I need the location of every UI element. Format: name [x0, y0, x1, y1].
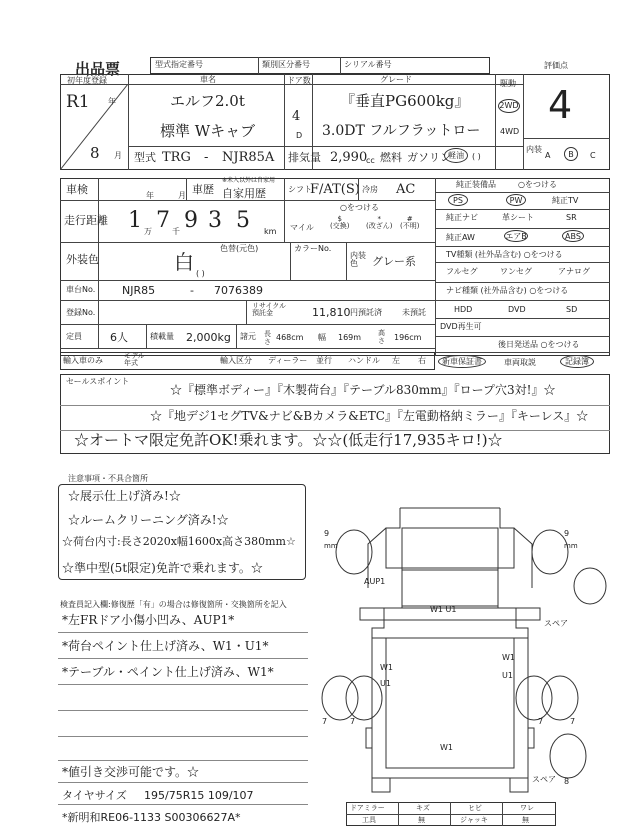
recycle-not: 未預託	[402, 308, 426, 317]
tv-fullseg: フルセグ	[446, 267, 478, 276]
fuel-paren: ( )	[472, 152, 481, 161]
tt-jack-val: 無	[522, 816, 529, 824]
mark-w1u1: W1 U1	[430, 605, 457, 614]
doc-manual: 車両取説	[504, 358, 536, 367]
history-note: ※未入以外は自家用	[222, 177, 276, 184]
reg-era: R1	[66, 92, 90, 112]
tt-tools: 工具	[362, 816, 376, 824]
mark-u1-left: U1	[380, 679, 391, 688]
equip-pw: PW	[506, 194, 526, 206]
capacity-value: 6人	[110, 331, 128, 344]
tire-rl1-depth: 7	[322, 717, 328, 726]
tire-fl-depth: 9	[324, 529, 330, 538]
mileage-unit-sen: 千	[172, 227, 180, 236]
reg-label: 初年度登録	[67, 76, 107, 85]
tt-tools-val: 無	[418, 816, 425, 824]
equip-abs: ABS	[562, 230, 584, 242]
spare-depth: 8	[564, 777, 570, 786]
equip-sr: SR	[566, 213, 577, 222]
navi-type-label: ナビ種類 (社外品含む) ○をつける	[446, 286, 569, 295]
tt-mirror: ドアミラー	[350, 804, 385, 812]
spare-label-2: スペア	[532, 775, 556, 784]
hgt-label: 高さ	[378, 329, 385, 345]
color-value: 白	[174, 250, 194, 274]
inspect-6: *値引き交渉可能です。☆	[62, 765, 200, 779]
inspect-2: *荷台ペイント仕上げ済み、W1・U1*	[62, 639, 269, 653]
model-dash: -	[204, 150, 209, 165]
footer-note: *新明和RE06-1133 S00306627A*	[62, 811, 241, 824]
car-name: エルフ2.0t	[170, 92, 245, 110]
interior-b: B	[564, 147, 578, 161]
equip-airbag: エアB	[505, 232, 527, 241]
mileage-circle-note: ○をつける	[340, 203, 379, 212]
mileage-unit-man: 万	[144, 227, 152, 236]
color-paren: ( )	[196, 269, 205, 278]
note-1: ☆展示仕上げ済み!☆	[68, 489, 181, 503]
drive-label: 駆動	[500, 79, 516, 88]
score: 4	[548, 83, 573, 127]
inspect-1: *左FRドア小傷小凹み、AUP1*	[62, 613, 235, 627]
sales-label: セールスポイント	[66, 377, 130, 386]
tire-rr2-depth: 7	[570, 717, 576, 726]
history-value: 自家用歴	[222, 187, 266, 200]
tv-oneseg: ワンセグ	[500, 267, 532, 276]
vehicle-diagram	[320, 488, 620, 798]
mark-w1-left: W1	[380, 663, 393, 672]
history-label: 車歴	[192, 183, 214, 196]
reg-diagonal	[60, 84, 128, 170]
fuel-value: ガソリン	[407, 151, 451, 164]
import-label: 輸入車のみ	[63, 356, 103, 365]
navi-dvd: DVD	[508, 305, 526, 314]
disp-label: 排気量	[288, 151, 321, 164]
reg-year-unit: 年	[108, 97, 116, 106]
reg-month: 8	[90, 144, 100, 162]
wid-label: 幅	[318, 333, 326, 342]
disp-unit: cc	[366, 156, 375, 165]
tire-fr-depth: 9	[564, 529, 570, 538]
mileage-d2: 7	[156, 208, 170, 233]
doc-warranty: 新車保証書	[438, 355, 486, 368]
doc-record: 記録簿	[560, 355, 594, 368]
interior-c: C	[590, 151, 596, 160]
mileage-swap: $ (交換)	[330, 215, 350, 230]
len-label: 長さ	[264, 330, 271, 346]
trans-value: F/AT(S)	[310, 182, 360, 197]
doc-title: 出品票	[75, 60, 121, 78]
fuel-label: 燃料	[380, 151, 402, 164]
interior-label: 内装	[526, 145, 542, 154]
notes-label: 注意事項・不具合箇所	[68, 474, 148, 483]
inspection-month: 月	[178, 191, 186, 200]
mark-w1-right: W1	[502, 653, 515, 662]
mileage-km: km	[264, 227, 277, 236]
mark-w1-rear: W1	[440, 743, 453, 752]
model-label: 型式	[134, 151, 156, 164]
color-label: 外装色	[66, 253, 99, 266]
reg-month-unit: 月	[114, 151, 122, 160]
import-right: 右	[418, 356, 426, 365]
note-2: ☆ルームクリーニング済み!☆	[68, 513, 229, 527]
drive-2wd: 2WD	[498, 99, 520, 113]
fuel-diesel: 軽油	[444, 148, 468, 163]
import-parallel: 並行	[316, 356, 332, 365]
inspect-3: *テーブル・ペイント仕上げ済み、W1*	[62, 665, 274, 679]
dvd-play-label: DVD再生可	[440, 322, 482, 331]
note-4: ☆準中型(5t限定)免許で乗れます。☆	[62, 561, 263, 575]
docs-label: 後日発送品 ○をつける	[498, 340, 580, 349]
wid-value: 169m	[338, 333, 362, 342]
tire-size-value: 195/75R15 109/107	[144, 789, 254, 802]
mileage-tamper: * (改ざん)	[366, 215, 393, 230]
model-year-label: モデル 年式	[124, 352, 145, 367]
car-name-label: 車名	[200, 75, 216, 84]
tire-size-label: タイヤサイズ	[62, 789, 127, 802]
tire-fl-mm: mm	[324, 542, 338, 550]
color-code-label: カラーNo.	[294, 244, 332, 253]
spare-label-1: スペア	[544, 619, 568, 628]
sales-line2: ☆『地デジ1セグTV&ナビ&Bカメラ&ETC』『左電動格納ミラー』『キーレス』☆	[150, 409, 589, 423]
chassis-value1: NJR85	[122, 284, 156, 297]
load-label: 積載量	[150, 332, 174, 341]
navi-hdd: HDD	[454, 305, 473, 314]
load-value: 2,000kg	[186, 331, 231, 344]
import-type-label: 輸入区分	[220, 356, 252, 365]
chassis-dash: -	[190, 284, 194, 297]
equip-tv: 純正TV	[552, 196, 579, 205]
regno-label: 登録No.	[66, 308, 96, 317]
mileage-d1: 1	[128, 208, 142, 233]
navi-sd: SD	[566, 305, 578, 314]
mark-u1-right: U1	[502, 671, 513, 680]
recycle-label: リサイクル 預託金	[252, 302, 287, 317]
tt-crack: ヒビ	[468, 804, 482, 812]
chassis-value2: 7076389	[214, 284, 263, 297]
doors-label: ドア数	[287, 76, 311, 85]
capacity-label: 定員	[66, 332, 82, 341]
int-color-label: 内装色	[350, 251, 366, 268]
trans-label: シフト	[288, 185, 312, 194]
equip-leather: 革シート	[502, 213, 534, 222]
score-label: 評価点	[544, 61, 568, 70]
recycle-value: 11,810	[312, 306, 351, 319]
grade-line1: 『垂直PG600kg』	[340, 92, 470, 110]
import-handle: ハンドル	[348, 356, 380, 365]
mileage-d4: 3	[208, 208, 222, 233]
model-value2: NJR85A	[222, 150, 275, 165]
doors: 4	[292, 109, 301, 124]
import-dealer: ディーラー	[268, 356, 308, 365]
equip-aw: 純正AW	[446, 233, 475, 242]
tt-break: ワレ	[520, 804, 534, 812]
tv-type-label: TV種類 (社外品含む) ○をつける	[446, 250, 563, 259]
inspection-year: 年	[146, 191, 154, 200]
ac-label: 冷房	[362, 185, 378, 194]
grade-line2: 3.0DT フルフラットロー	[322, 123, 481, 139]
int-color-value: グレー系	[372, 255, 416, 268]
mileage-unknown: # (不明)	[400, 215, 420, 230]
tt-scratch: キズ	[416, 804, 430, 812]
chassis-label: 車台No.	[66, 285, 96, 294]
interior-a: A	[545, 151, 551, 160]
mileage-label: 走行距離	[64, 214, 108, 227]
door-type: D	[296, 131, 303, 140]
car-sub: 標準 Wキャブ	[160, 122, 256, 140]
model-designation-label: 型式指定番号	[155, 60, 203, 69]
model-value1: TRG	[162, 150, 191, 165]
mileage-d3: 9	[184, 208, 198, 233]
color-label2: 色替(元色)	[220, 244, 259, 253]
equip-ps: PS	[448, 194, 468, 206]
tire-rr1-depth: 7	[538, 717, 544, 726]
sales-line3: ☆オートマ限定免許OK!乗れます。☆☆(低走行17,935キロ!)☆	[74, 431, 503, 449]
import-left: 左	[392, 356, 400, 365]
serial-label: シリアル番号	[344, 60, 392, 69]
equip-label: 純正装備品	[456, 180, 496, 189]
recycle-unit: 円預託済	[350, 308, 382, 317]
drive-4wd: 4WD	[500, 127, 520, 136]
disp-value: 2,990	[330, 150, 368, 165]
tire-rl2-depth: 7	[350, 717, 356, 726]
equip-note: ○をつける	[518, 180, 557, 189]
mile-label: マイル	[290, 223, 314, 232]
mark-aup1: AUP1	[364, 577, 386, 586]
dims-label: 諸元	[240, 332, 256, 341]
tt-jack: ジャッキ	[460, 816, 488, 824]
tire-fr-mm: mm	[564, 542, 578, 550]
category-label: 類別区分番号	[262, 60, 310, 69]
ac-value: AC	[396, 182, 416, 197]
sales-line1: ☆『標準ボディー』『木製荷台』『テーブル830mm』『ロープ穴3対!』☆	[170, 383, 556, 397]
hgt-value: 196cm	[394, 333, 422, 342]
len-value: 468cm	[276, 333, 304, 342]
equip-navi: 純正ナビ	[446, 213, 478, 222]
tv-analog: アナログ	[558, 267, 590, 276]
inspection-label: 車検	[66, 183, 88, 196]
grade-label: グレード	[380, 75, 412, 84]
mileage-d5: 5	[236, 208, 250, 233]
note-3: ☆荷台内寸:長さ2020x幅1600x高さ380mm☆	[62, 535, 296, 548]
inspect-label: 検査員記入欄:修復歴「有」の場合は修復箇所・交換箇所を記入	[60, 600, 287, 609]
